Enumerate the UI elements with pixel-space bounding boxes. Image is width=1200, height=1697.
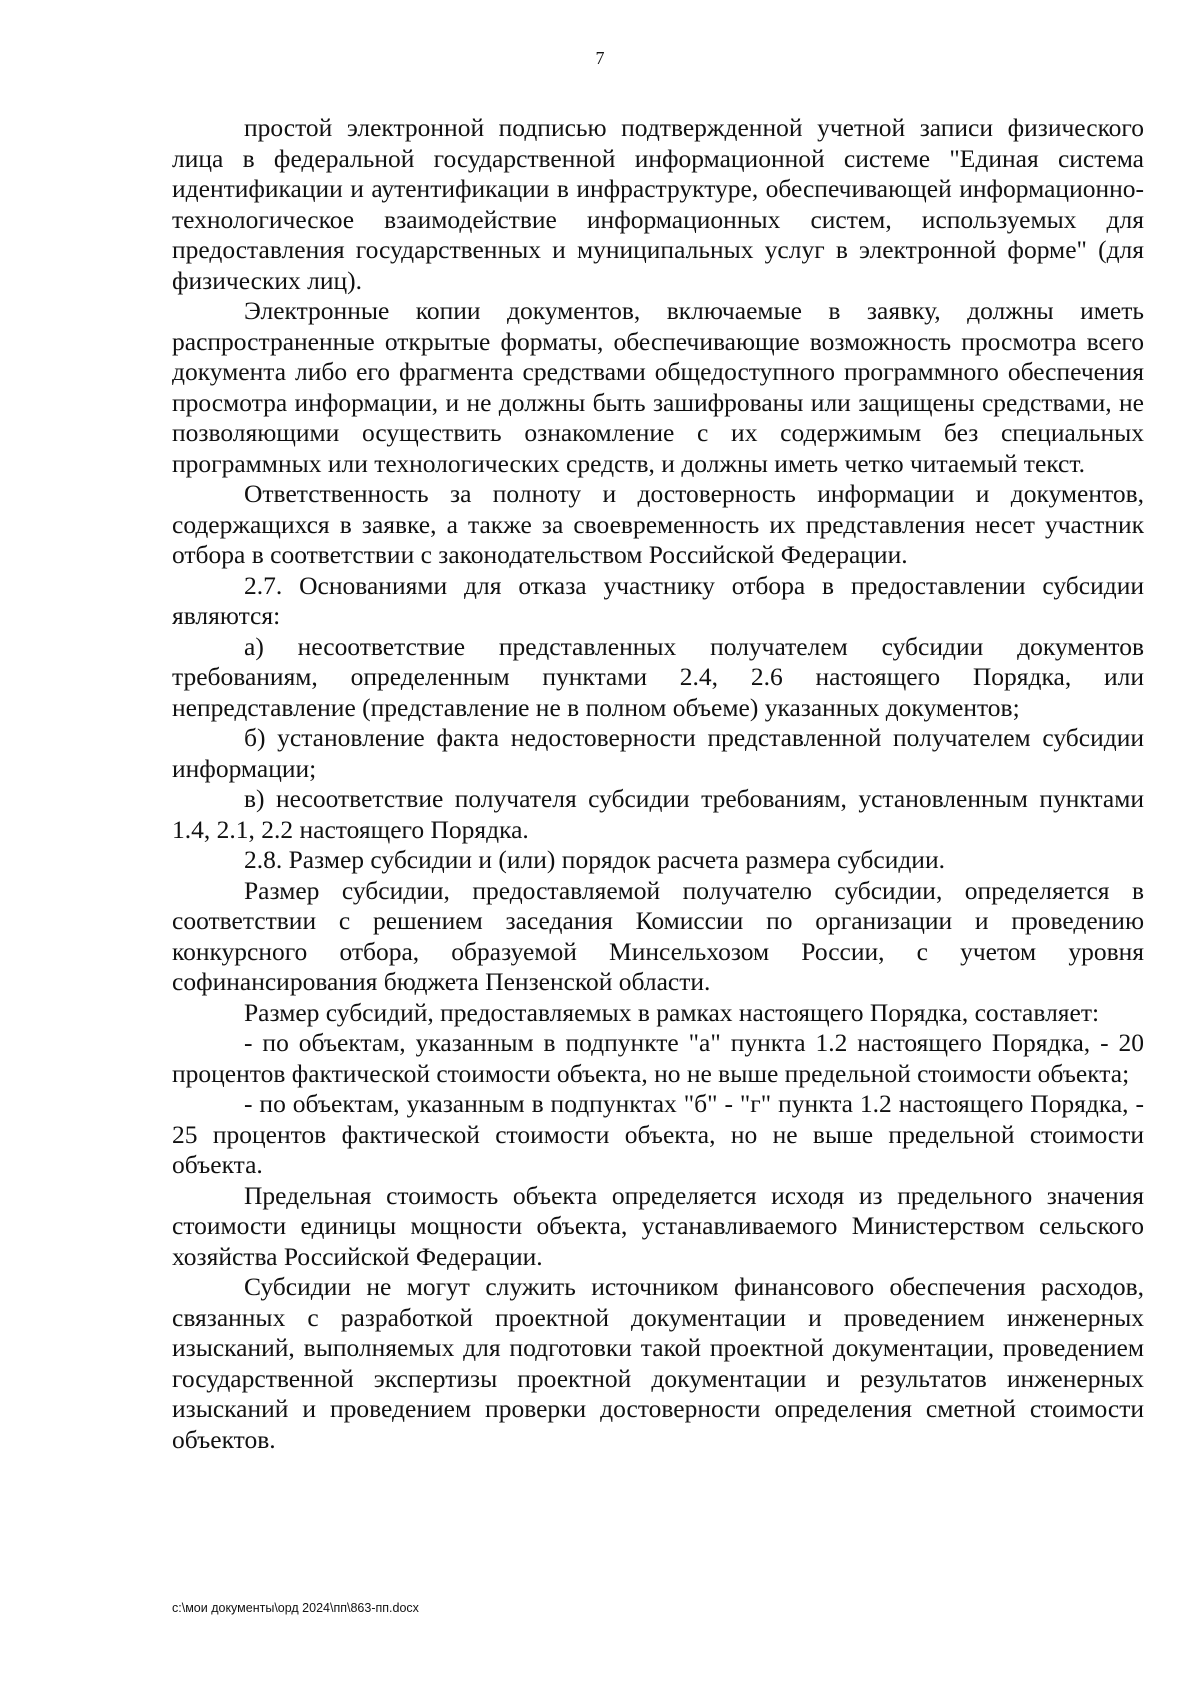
list-item: - по объектам, указанным в подпункте "а" пункта 1.2 настоящего Порядка, - 20 процентов фактической стоимости объекта, но не выше предельной стоимости объекта;: [172, 1028, 1144, 1088]
paragraph: Размер субсидии, предоставляемой получателю субсидии, определяется в соответствии с решением заседания Комиссии по организации и проведению конкурсного отбора, образуемой Минсельхозом России, с учетом уровня софинансирования бюджета Пензенской области.: [172, 875, 1144, 996]
paragraph: Предельная стоимость объекта определяется исходя из предельного значения стоимости единицы мощности объекта, устанавливаемого Министерством сельского хозяйства Российской Федерации.: [172, 1180, 1144, 1271]
list-item: - по объектам, указанным в подпунктах "б" - "г" пункта 1.2 настоящего Порядка, - 25 процентов фактической стоимости объекта, но не выше предельной стоимости объекта.: [172, 1089, 1144, 1179]
list-item: б) установление факта недостоверности представленной получателем субсидии информации;: [172, 723, 1144, 783]
list-item: а) несоответствие представленных получателем субсидии документов требованиям, определенным пунктами 2.4, 2.6 настоящего Порядка, или непредставление (представление не в полном объеме) указанных документов;: [172, 631, 1144, 722]
document-body: [172, 113, 1144, 1455]
section-heading: 2.8. Размер субсидии и (или) порядок расчета размера субсидии.: [244, 845, 945, 874]
paragraph: Размер субсидий, предоставляемых в рамках настоящего Порядка, составляет:: [244, 997, 1100, 1027]
page-number: 7: [595, 48, 605, 68]
footer-file-path: c:\мои документы\орд 2024\пп\863-пп.docx: [172, 1601, 419, 1615]
paragraph: Электронные копии документов, включаемые в заявку, должны иметь распространенные открытые форматы, обеспечивающие возможность просмотра всего документа либо его фрагмента средствами общедоступного программного обеспечения просмотра информации, и не должны быть зашифрованы или защищены средствами, не позволяющими осуществить ознакомление с их содержимым без специальных программных или технологических средств, и должны иметь четко читаемый текст.: [172, 296, 1144, 478]
paragraph: Ответственность за полноту и достоверность информации и документов, содержащихся в заявке, а также за своевременность их представления несет участник отбора в соответствии с законодательством Российской Федерации.: [172, 479, 1144, 569]
paragraph: Субсидии не могут служить источником финансового обеспечения расходов, связанных с разработкой проектной документации и проведением инженерных изысканий, выполняемых для подготовки такой проектной документации, проведением государственной экспертизы проектной документации и результатов инженерных изысканий и проведением проверки достоверности определения сметной стоимости объектов.: [172, 1272, 1144, 1454]
paragraph: простой электронной подписью подтвержденной учетной записи физического лица в федеральной государственной информационной системе "Единая система идентификации и аутентификации в инфраструктуре, обеспечивающей информационно-технологическое взаимодействие информационных систем, используемых для предоставления государственных и муниципальных услуг в электронной форме" (для физических лиц).: [172, 113, 1144, 295]
section-heading: 2.7. Основаниями для отказа участнику отбора в предоставлении субсидии являются:: [172, 570, 1144, 630]
list-item: в) несоответствие получателя субсидии требованиям, установленным пунктами 1.4, 2.1, 2.2 настоящего Порядка.: [172, 784, 1144, 844]
